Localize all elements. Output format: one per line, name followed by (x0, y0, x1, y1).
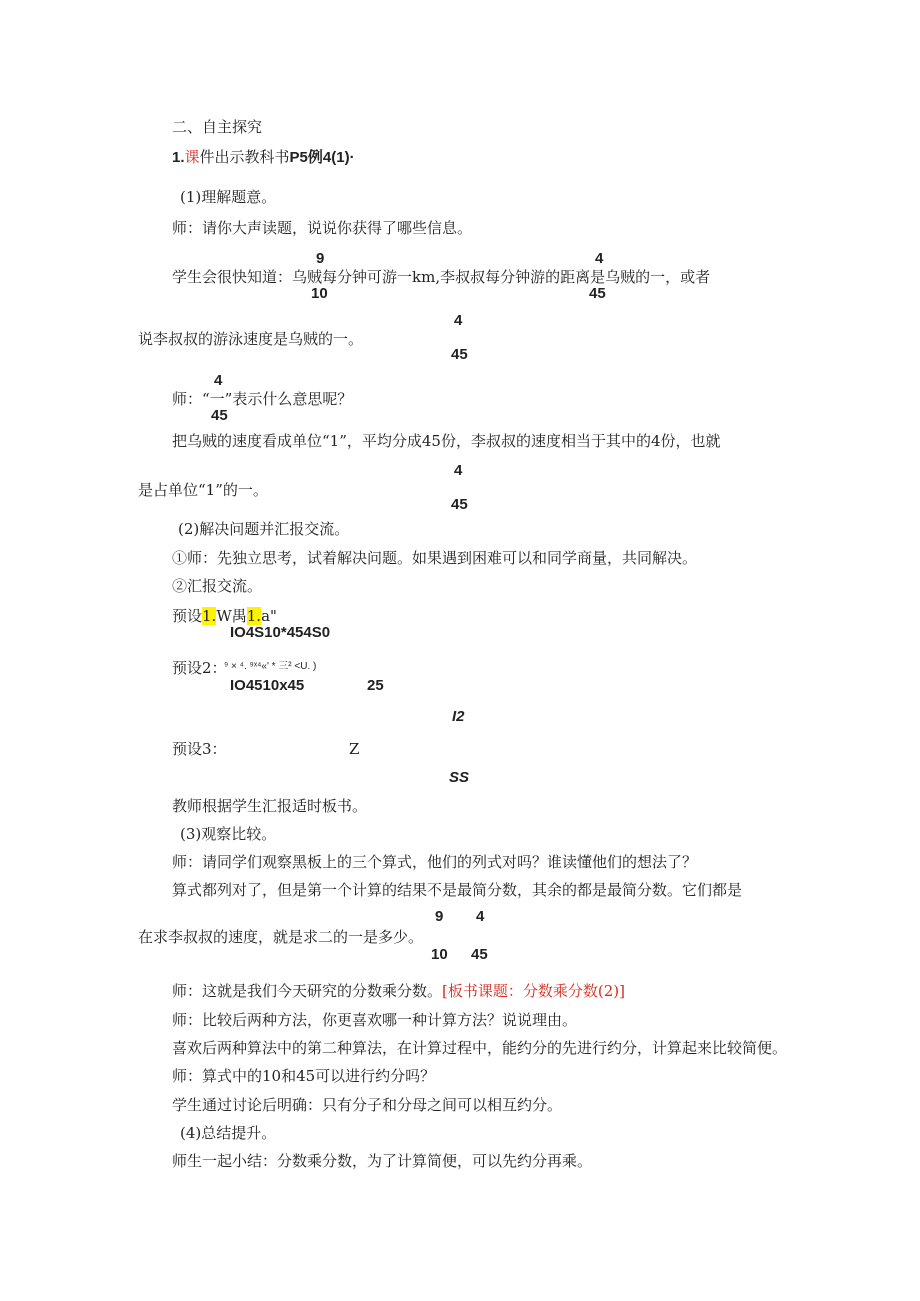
paragraph: 师生一起小结：分数乘分数，为了计算简便，可以先约分再乘。 (172, 1152, 593, 1170)
teacher-text: 师：这就是我们今天研究的分数乘分数。 (172, 982, 443, 1000)
fraction-numerator: 9 (316, 250, 325, 267)
section-heading: 二、自主探究 (172, 118, 263, 136)
fraction-denominator: 10 (311, 285, 328, 302)
step-heading-4: (4)总结提升。 (180, 1124, 277, 1142)
fraction-numerator: 4 (595, 250, 604, 267)
fraction-denominator: 10 (431, 946, 448, 963)
step-heading-2: (2)解决问题并汇报交流。 (178, 520, 350, 538)
teacher-line: 师：“一”表示什么意思呢？ (172, 390, 353, 408)
formula-line: ⁹ × ⁴. ⁹ˣ⁴«' * 三² <U. ) (224, 661, 317, 672)
fraction-denominator: 45 (451, 346, 468, 363)
fraction-denominator: SS (449, 769, 470, 786)
paragraph: 是占单位“1”的一。 (138, 481, 268, 499)
step-heading-3: (3)观察比较。 (180, 825, 277, 843)
fraction-numerator: 4 (454, 312, 463, 329)
paragraph: 说李叔叔的游泳速度是乌贼的一。 (138, 330, 364, 348)
fraction-numerator: 4 (476, 908, 485, 925)
preset-label: 预设3： (172, 740, 227, 758)
formula-text: Z (349, 740, 360, 758)
paragraph: 在求李叔叔的速度，就是求二的一是多少。 (138, 928, 424, 946)
fraction-denominator: 45 (471, 946, 488, 963)
highlighted-text: 1. (202, 607, 217, 625)
preset-label: 预设 (172, 607, 203, 625)
paragraph: 把乌贼的速度看成单位“1”，平均分成45份，李叔叔的速度相当于其中的4份，也就 (172, 432, 721, 450)
fraction-denominator: 45 (589, 285, 606, 302)
fraction-numerator: 4 (214, 372, 223, 389)
teacher-line (172, 982, 625, 1000)
teacher-line: 师：算式中的10和45可以进行约分吗？ (172, 1067, 436, 1085)
example-title (172, 148, 355, 167)
item-number: 1. (172, 149, 185, 166)
paragraph: ①师：先独立思考，试着解决问题。如果遇到困难可以和同学商量，共同解决。 (172, 549, 698, 567)
board-title-note: [板书课题：分数乘分数(2)] (442, 982, 625, 1000)
paragraph: 教师根据学生汇报适时板书。 (172, 797, 368, 815)
formula-line: IO4510x45 (230, 677, 305, 694)
fraction-numerator: 9 (435, 908, 444, 925)
fraction-denominator: 45 (211, 407, 228, 424)
teacher-line: 师：比较后两种方法，你更喜欢哪一种计算方法？说说理由。 (172, 1011, 578, 1029)
fraction-numerator: 4 (454, 462, 463, 479)
title-ref: P5例4(1)· (289, 149, 355, 166)
paragraph: 学生会很快知道：乌贼每分钟可游一km,李叔叔每分钟游的距离是乌贼的一，或者 (172, 268, 711, 286)
fraction-numerator: I2 (452, 708, 465, 725)
fraction-denominator: 45 (451, 496, 468, 513)
paragraph: 算式都列对了，但是第一个计算的结果不是最简分数，其余的都是最简分数。它们都是 (172, 881, 743, 899)
teacher-line: 师：请你大声读题，说说你获得了哪些信息。 (172, 219, 473, 237)
highlighted-text: 1. (246, 607, 262, 625)
paragraph: 喜欢后两种算法中的第二种算法，在计算过程中，能约分的先进行约分，计算起来比较简便。 (172, 1039, 788, 1057)
paragraph: 学生通过讨论后明确：只有分子和分母之间可以相互约分。 (172, 1096, 563, 1114)
red-char: 课 (184, 148, 200, 166)
garbled-text: W禺 (216, 607, 247, 625)
paragraph: ②汇报交流。 (172, 577, 263, 595)
garbled-text: a" (261, 607, 277, 625)
formula-result: 25 (367, 677, 384, 694)
step-heading-1: (1)理解题意。 (180, 188, 277, 206)
title-text: 件出示教科书 (199, 148, 290, 166)
preset-1 (172, 607, 277, 625)
formula-line: IO4S10*454S0 (230, 624, 331, 641)
teacher-line: 师：请同学们观察黑板上的三个算式，他们的列式对吗？谁读懂他们的想法了？ (172, 853, 698, 871)
preset-label: 预设2： (172, 659, 227, 677)
